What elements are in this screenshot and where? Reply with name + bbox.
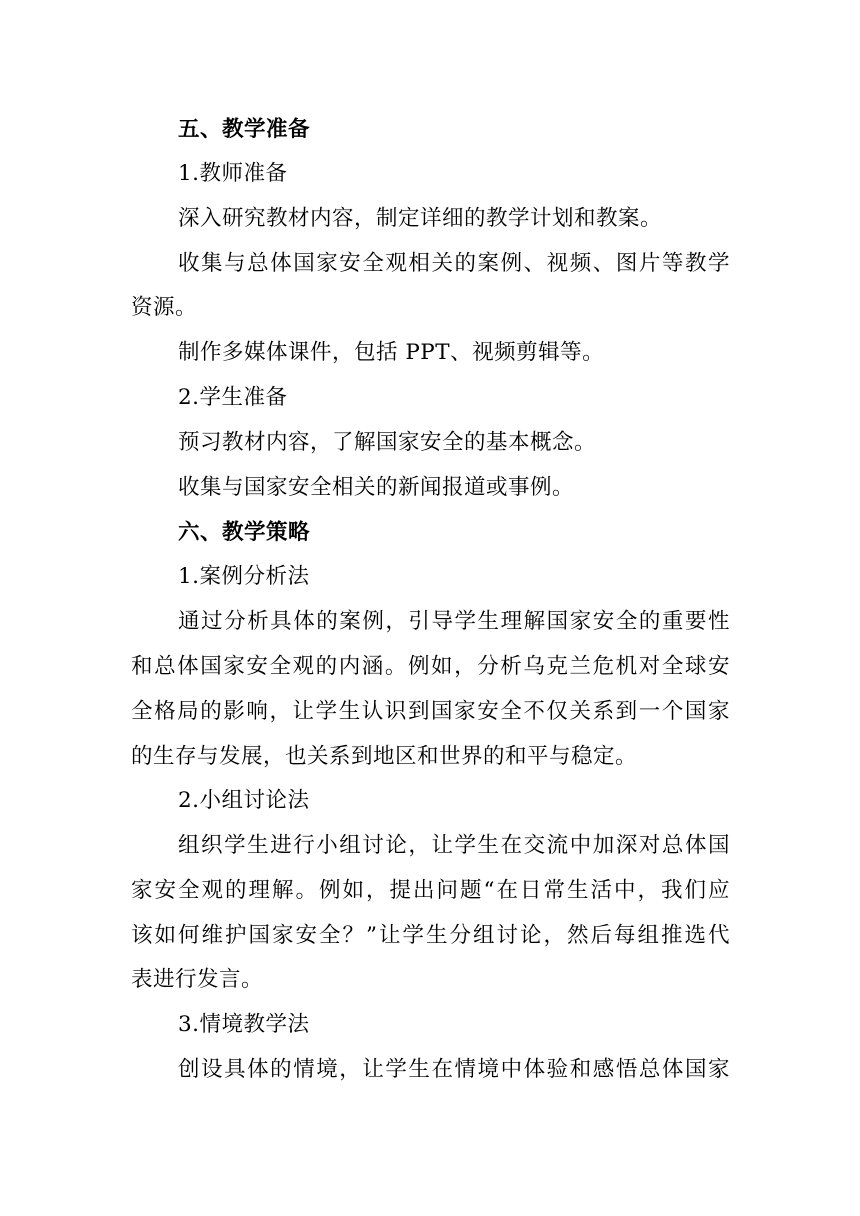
paragraph-line: 资源。: [131, 295, 198, 320]
section-heading-strategy: 六、教学策略: [178, 520, 311, 545]
section-heading-preparation: 五、教学准备: [178, 117, 311, 142]
paragraph-line: 全格局的影响，让学生认识到国家安全不仅关系到一个国家: [131, 699, 730, 724]
subheading-student-preparation: 2.学生准备: [178, 385, 288, 410]
subheading-case-analysis: 1.案例分析法: [178, 564, 310, 589]
subheading-group-discussion: 2.小组讨论法: [178, 788, 310, 813]
subheading-teacher-preparation: 1.教师准备: [178, 161, 288, 186]
paragraph-line: 通过分析具体的案例，引导学生理解国家安全的重要性: [178, 609, 730, 634]
paragraph-line: 创设具体的情境，让学生在情境中体验和感悟总体国家: [178, 1057, 730, 1082]
paragraph-line: 家安全观的理解。例如，提出问题“在日常生活中，我们应: [131, 878, 730, 903]
paragraph-line: 表进行发言。: [131, 967, 264, 992]
paragraph-line: 收集与总体国家安全观相关的案例、视频、图片等教学: [178, 251, 730, 276]
paragraph-line: 该如何维护国家安全？”让学生分组讨论，然后每组推选代: [131, 923, 730, 948]
paragraph-line: 和总体国家安全观的内涵。例如，分析乌克兰危机对全球安: [131, 654, 730, 679]
paragraph-line: 深入研究教材内容，制定详细的教学计划和教案。: [178, 206, 663, 231]
subheading-situational-teaching: 3.情境教学法: [178, 1012, 310, 1037]
paragraph-line: 预习教材内容，了解国家安全的基本概念。: [178, 430, 597, 455]
paragraph-line: 的生存与发展，也关系到地区和世界的和平与稳定。: [131, 744, 638, 769]
paragraph-line: 组织学生进行小组讨论，让学生在交流中加深对总体国: [178, 833, 730, 858]
paragraph-line: 收集与国家安全相关的新闻报道或事例。: [178, 475, 575, 500]
paragraph-line: 制作多媒体课件，包括 PPT、视频剪辑等。: [178, 340, 605, 365]
